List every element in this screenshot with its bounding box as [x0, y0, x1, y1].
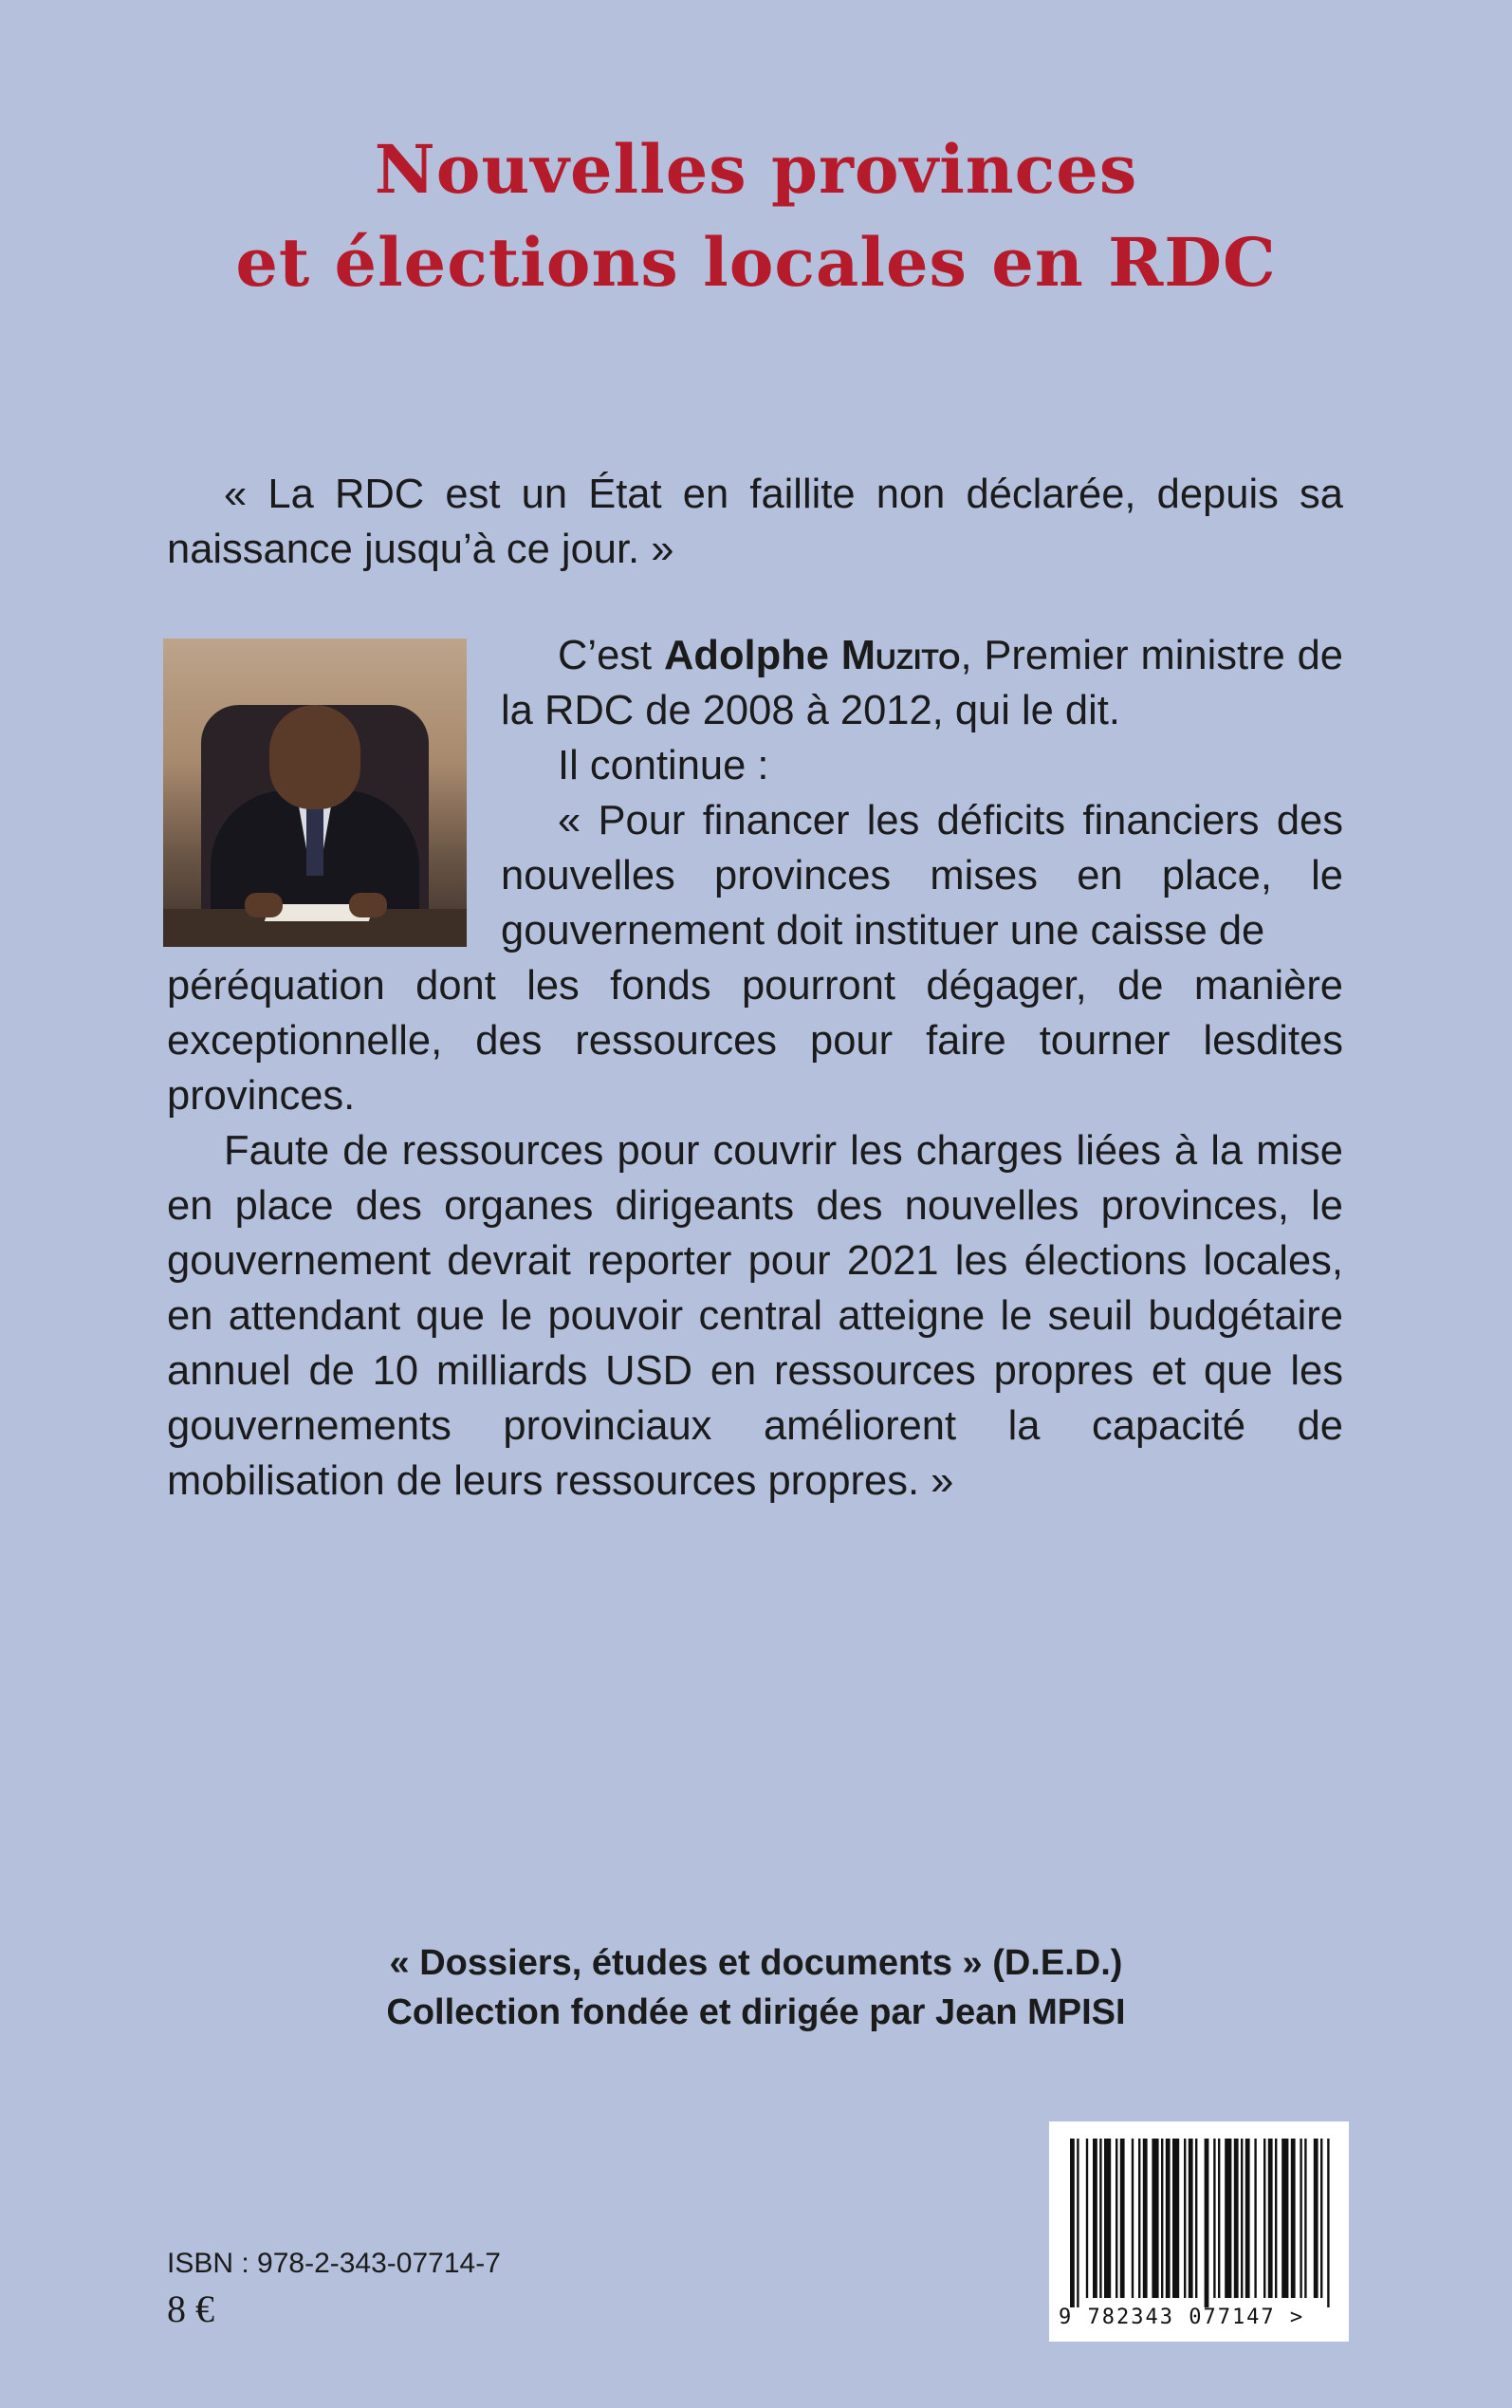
barcode-bar — [1077, 2139, 1079, 2307]
barcode-bar — [1234, 2139, 1239, 2298]
barcode-bar — [1120, 2139, 1125, 2298]
barcode-bar — [1195, 2139, 1197, 2298]
barcode-bar — [1263, 2139, 1265, 2298]
barcode-bar — [1254, 2139, 1256, 2298]
attribution-prefix: C’est — [558, 633, 664, 678]
barcode-bar — [1213, 2139, 1215, 2298]
price: 8 € — [167, 2288, 214, 2330]
barcode-bar — [1070, 2139, 1075, 2307]
barcode-bar — [1218, 2139, 1220, 2298]
isbn: ISBN : 978-2-343-07714-7 — [167, 2248, 501, 2279]
attribution-paragraph — [501, 628, 1343, 738]
attribution-column — [501, 628, 1343, 958]
barcode-bar — [1300, 2139, 1301, 2298]
intro-quote: « La RDC est un État en faillite non déclarée, depuis sa naissance jusqu’à ce jour. » — [167, 472, 1343, 572]
collection-info — [0, 1938, 1512, 2037]
barcode-digits: 9 782343 077147 > — [1059, 2306, 1305, 2329]
barcode — [1049, 2121, 1349, 2342]
barcode-bar — [1268, 2139, 1273, 2298]
barcode-bar — [1225, 2139, 1231, 2298]
barcode-bar — [1172, 2139, 1179, 2298]
author-first-name: Adolphe — [663, 633, 829, 678]
book-title — [0, 123, 1512, 309]
barcode-bar — [1143, 2139, 1148, 2298]
collection-name: « Dossiers, études et documents » (D.E.D.) — [389, 1943, 1123, 1983]
barcode-bar — [1138, 2139, 1140, 2298]
barcode-bar — [1241, 2139, 1243, 2298]
barcode-bar — [1086, 2139, 1088, 2298]
author-last-name: Muzito — [840, 633, 961, 678]
continue-label: Il continue : — [558, 743, 769, 788]
barcode-bar — [1161, 2139, 1163, 2298]
barcode-bar — [1320, 2139, 1322, 2298]
collection-director: Collection fondée et dirigée par Jean MPISI — [386, 1992, 1126, 2032]
barcode-bar — [1132, 2139, 1134, 2298]
quote-part-3: Faute de ressources pour couvrir les charges liées à la mise en place des organes dirigeants des nouvelles provinces, le gouvernement devrait reporter pour 2021 les élections locales, en attendant que le pouvoir central atteigne le seuil budgétaire annuel de 10 milliards USD en ressources propres et que les gouvernements provinciaux améliorent la capacité de mobilisation de leurs ressources propres. » — [167, 1128, 1343, 1504]
barcode-bar — [1184, 2139, 1186, 2298]
barcode-bar — [1093, 2139, 1097, 2298]
author-photo — [163, 639, 467, 947]
barcode-bar — [1314, 2139, 1318, 2298]
quote-part-2: péréquation dont les fonds pourront dégager, de manière exceptionnelle, des ressources pour faire tourner lesdites provinces. — [167, 963, 1343, 1119]
title-line-1: Nouvelles provinces — [374, 130, 1138, 209]
barcode-bar — [1327, 2139, 1329, 2307]
barcode-bar — [1099, 2139, 1101, 2298]
barcode-bar — [1282, 2139, 1288, 2298]
barcode-bar — [1116, 2139, 1117, 2298]
quote-continued — [167, 958, 1343, 1509]
barcode-bar — [1166, 2139, 1171, 2298]
quote-part-1: « Pour financer les déficits financiers des nouvelles provinces mises en place, le gouvernement doit instituer une caisse de — [501, 798, 1343, 954]
barcode-bar — [1205, 2139, 1209, 2307]
barcode-bar — [1275, 2139, 1277, 2298]
barcode-bar — [1152, 2139, 1158, 2298]
title-line-2: et élections locales en RDC — [235, 223, 1277, 302]
barcode-bar — [1291, 2139, 1296, 2298]
barcode-bar — [1104, 2139, 1111, 2298]
barcode-bar — [1304, 2139, 1306, 2298]
barcode-bar — [1245, 2139, 1250, 2298]
attribution-suffix: , Premier ministre de la RDC de 2008 à 2012, qui le dit. — [501, 633, 1343, 733]
barcode-bar — [1189, 2139, 1193, 2298]
